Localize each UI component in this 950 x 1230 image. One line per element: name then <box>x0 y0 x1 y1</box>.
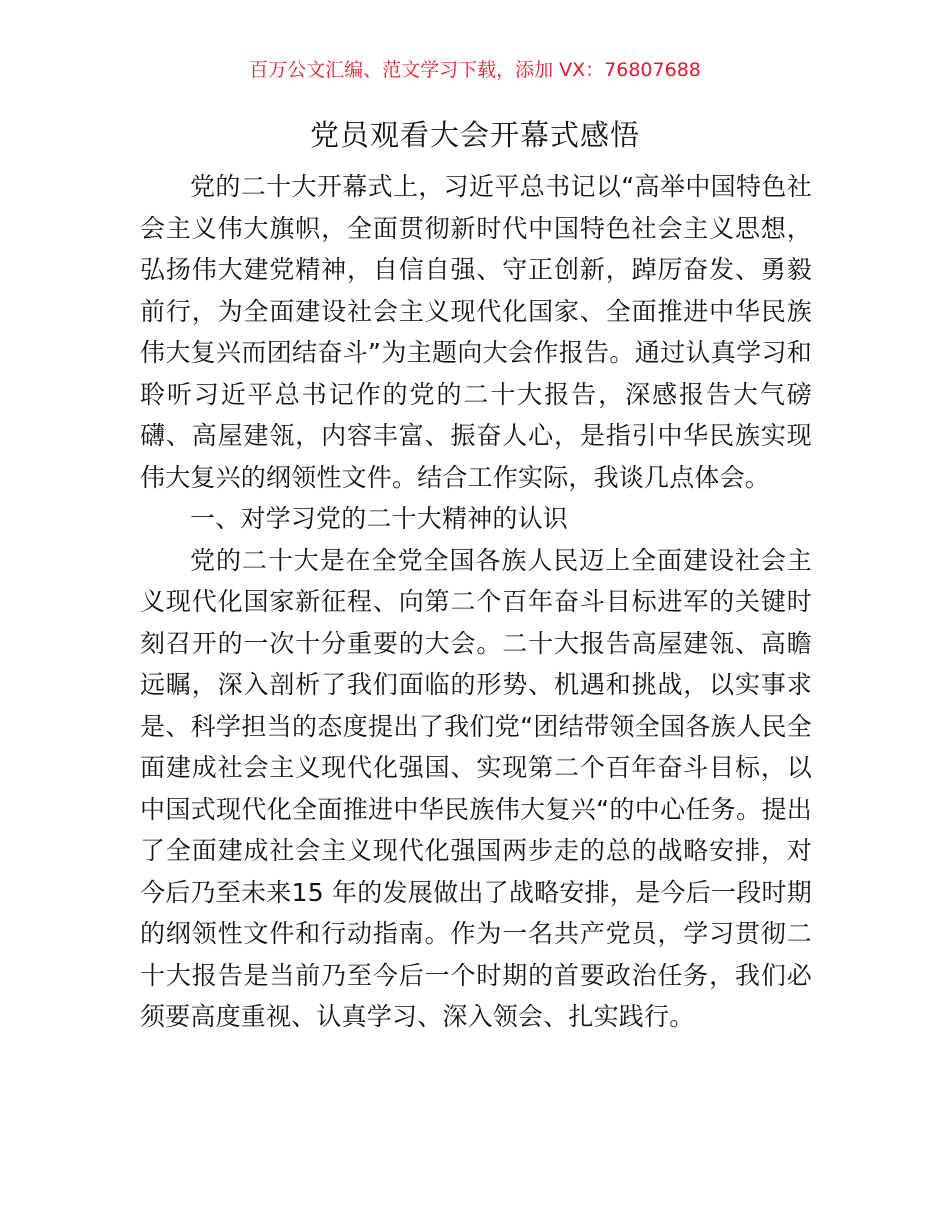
paragraph-intro: 党的二十大开幕式上，习近平总书记以“高举中国特色社会主义伟大旗帜，全面贯彻新时代中国特色社会主义思想，弘扬伟大建党精神，自信自强、守正创新，踔厉奋发、勇毅前行，为全面建设社会主义现代化国家、全面推进中华民族伟大复兴而团结奋斗”为主题向大会作报告。通过认真学习和聆听习近平总书记作的党的二十大报告，深感报告大气磅礴、高屋建瓴，内容丰富、振奋人心，是指引中华民族实现伟大复兴的纲领性文件。结合工作实际，我谈几点体会。 <box>140 172 812 492</box>
header-banner: 百万公文汇编、范文学习下载，添加 VX：76807688 <box>249 59 701 81</box>
document-body <box>140 166 812 1038</box>
section-heading-1: 一、对学习党的二十大精神的认识 <box>190 504 569 533</box>
paragraph-section-1: 党的二十大是在全党全国各族人民迈上全面建设社会主义现代化国家新征程、向第二个百年奋斗目标进军的关键时刻召开的一次十分重要的大会。二十大报告高屋建瓴、高瞻远瞩，深入剖析了我们面临的形势、机遇和挑战，以实事求是、科学担当的态度提出了我们党“团结带领全国各族人民全面建成社会主义现代化强国、实现第二个百年奋斗目标，以中国式现代化全面推进中华民族伟大复兴“的中心任务。提出了全面建成社会主义现代化强国两步走的总的战略安排，对今后乃至未来15 年的发展做出了战略安排，是今后一段时期的纲领性文件和行动指南。作为一名共产党员，学习贯彻二十大报告是当前乃至今后一个时期的首要政治任务，我们必须要高度重视、认真学习、深入领会、扎实践行。 <box>140 545 812 1031</box>
document-title: 党员观看大会开幕式感悟 <box>309 118 640 152</box>
